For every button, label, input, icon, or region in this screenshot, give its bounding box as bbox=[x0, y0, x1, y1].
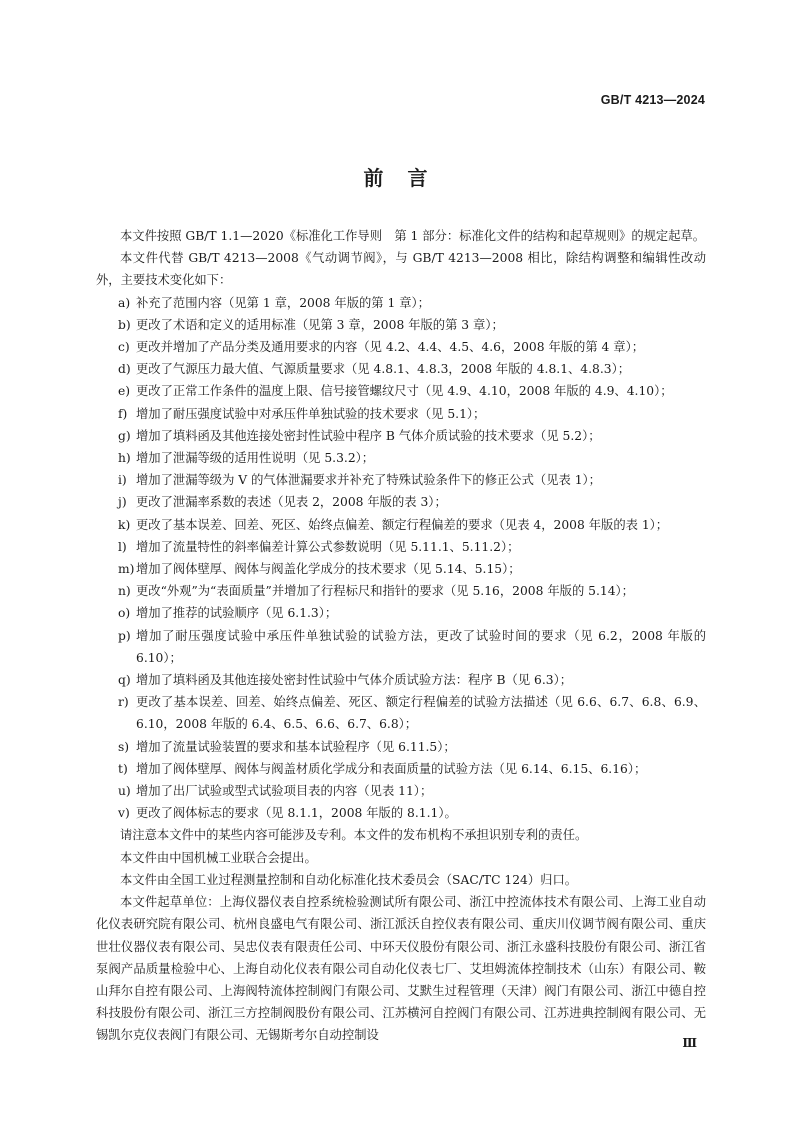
list-item bbox=[96, 602, 706, 624]
list-item-text: 更改了气源压力最大值、气源质量要求（见 4.8.1、4.8.3，2008 年版的 4.8.1、4.8.3）； bbox=[136, 362, 631, 377]
list-item-label: s) bbox=[118, 739, 130, 754]
list-item-text: 增加了泄漏等级的适用性说明（见 5.3.2）； bbox=[136, 451, 375, 466]
list-item bbox=[96, 491, 706, 513]
list-item-label: h) bbox=[118, 451, 131, 466]
list-item bbox=[96, 691, 706, 735]
list-item-text: 增加了耐压强度试验中承压件单独试验的试验方法，更改了试验时间的要求（见 6.2，2008 年版的 6.10）； bbox=[136, 628, 706, 665]
list-item-label: f) bbox=[118, 406, 128, 421]
list-item bbox=[96, 625, 706, 669]
list-item bbox=[96, 669, 706, 691]
list-item-label: u) bbox=[118, 784, 131, 799]
list-item-label: j) bbox=[118, 495, 127, 510]
document-body bbox=[96, 225, 706, 1047]
list-item-text: 增加了填料函及其他连接处密封性试验中程序 B 气体介质试验的技术要求（见 5.2）； bbox=[136, 428, 601, 443]
list-item-label: t) bbox=[118, 761, 128, 776]
list-item-text: 增加了阀体壁厚、阀体与阀盖化学成分的技术要求（见 5.14、5.15）； bbox=[136, 562, 521, 577]
list-item bbox=[96, 336, 706, 358]
list-item bbox=[96, 314, 706, 336]
list-item-label: c) bbox=[118, 340, 130, 355]
list-item bbox=[96, 536, 706, 558]
list-item-text: 补充了范围内容（见第 1 章，2008 年版的第 1 章）； bbox=[136, 295, 430, 310]
list-item-label: g) bbox=[118, 428, 131, 443]
list-item bbox=[96, 292, 706, 314]
list-item-text: 增加了阀体壁厚、阀体与阀盖材质化学成分和表面质量的试验方法（见 6.14、6.15、6.16）； bbox=[136, 761, 647, 776]
list-item-text: 更改“外观”为“表面质量”并增加了行程标尺和指针的要求（见 5.16，2008 年版的 5.14）； bbox=[136, 584, 634, 599]
list-item-text: 更改并增加了产品分类及通用要求的内容（见 4.2、4.4、4.5、4.6，2008 年版的第 4 章）； bbox=[136, 340, 645, 355]
list-item bbox=[96, 447, 706, 469]
list-item-label: q) bbox=[118, 673, 131, 688]
standard-code: GB/T 4213—2024 bbox=[600, 93, 705, 107]
list-item bbox=[96, 736, 706, 758]
list-item-text: 增加了填料函及其他连接处密封性试验中气体介质试验方法：程序 B（见 6.3）； bbox=[136, 673, 573, 688]
list-item-label: o) bbox=[118, 606, 131, 621]
page-title: 前 言 bbox=[363, 166, 430, 190]
list-item bbox=[96, 514, 706, 536]
proposer-statement: 本文件由中国机械工业联合会提出。 bbox=[120, 850, 317, 865]
list-item-text: 更改了正常工作条件的温度上限、信号接管螺纹尺寸（见 4.9、4.10，2008 年版的 4.9、4.10）； bbox=[136, 384, 673, 399]
list-item-label: k) bbox=[118, 517, 131, 532]
list-item-label: v) bbox=[118, 806, 130, 821]
intro-paragraph-2: 本文件代替 GB/T 4213—2008《气动调节阀》，与 GB/T 4213—2008 相比，除结构调整和编辑性改动外，主要技术变化如下： bbox=[96, 251, 706, 288]
list-item-label: i) bbox=[118, 473, 127, 488]
page-number: Ⅲ bbox=[682, 1036, 697, 1050]
list-item bbox=[96, 358, 706, 380]
technical-changes-list bbox=[96, 292, 706, 825]
list-item-text: 增加了泄漏等级为 V 的气体泄漏要求并补充了特殊试验条件下的修正公式（见表 1）； bbox=[136, 473, 601, 488]
list-item-text: 更改了基本误差、回差、始终点偏差、死区、额定行程偏差的试验方法描述（见 6.6、6.7、6.8、6.9、6.10，2008 年版的 6.4、6.5、6.6、6.7、6.8）； bbox=[136, 695, 706, 732]
list-item-label: n) bbox=[118, 584, 131, 599]
list-item bbox=[96, 558, 706, 580]
list-item-label: e) bbox=[118, 384, 131, 399]
list-item bbox=[96, 580, 706, 602]
list-item-text: 更改了术语和定义的适用标准（见第 3 章，2008 年版的第 3 章）； bbox=[136, 317, 504, 332]
list-item-text: 增加了出厂试验或型式试验项目表的内容（见表 11）； bbox=[136, 784, 433, 799]
list-item-text: 增加了流量特性的斜率偏差计算公式参数说明（见 5.11.1、5.11.2）； bbox=[136, 539, 520, 554]
list-item-label: l) bbox=[118, 539, 127, 554]
list-item-text: 增加了耐压强度试验中对承压件单独试验的技术要求（见 5.1）； bbox=[136, 406, 486, 421]
list-item-text: 增加了推荐的试验顺序（见 6.1.3）； bbox=[136, 606, 338, 621]
list-item-text: 增加了流量试验装置的要求和基本试验程序（见 6.11.5）； bbox=[136, 739, 456, 754]
list-item-label: d) bbox=[118, 362, 131, 377]
intro-paragraph-1: 本文件按照 GB/T 1.1—2020《标准化工作导则 第 1 部分：标准化文件的结构和起草规则》的规定起草。 bbox=[120, 229, 706, 243]
list-item-label: p) bbox=[118, 628, 131, 643]
list-item-text: 更改了阀体标志的要求（见 8.1.1，2008 年版的 8.1.1）。 bbox=[136, 806, 457, 821]
list-item-label: b) bbox=[118, 317, 131, 332]
list-item bbox=[96, 403, 706, 425]
drafting-organizations: 本文件起草单位：上海仪器仪表自控系统检验测试所有限公司、浙江中控流体技术有限公司、上海工业自动化仪表研究院有限公司、杭州良盛电气有限公司、浙江派沃自控仪表有限公司、重庆川仪调节阀有限公司、重庆世壮仪器仪表有限公司、吴忠仪表有限责任公司、中环天仪股份有限公司、浙江永盛科技股份有限公司、浙江省泵阀产品质量检验中心、上海自动化仪表有限公司自动化仪表七厂、艾坦姆流体控制技术（山东）有限公司、鞍山拜尔自控有限公司、上海阀特流体控制阀门有限公司、艾默生过程管理（天津）阀门有限公司、浙江中德自控科技股份有限公司、浙江三方控制阀股份有限公司、江苏横河自控阀门有限公司、江苏进典控制阀有限公司、无锡凯尔克仪表阀门有限公司、无锡斯考尔自动控制设 bbox=[96, 895, 706, 1043]
list-item-text: 更改了泄漏率系数的表述（见表 2，2008 年版的表 3）； bbox=[136, 495, 447, 510]
list-item-label: r) bbox=[118, 695, 129, 710]
list-item bbox=[96, 758, 706, 780]
list-item bbox=[96, 469, 706, 491]
list-item-text: 更改了基本误差、回差、死区、始终点偏差、额定行程偏差的要求（见表 4，2008 年版的表 1）； bbox=[136, 517, 669, 532]
list-item-label: m) bbox=[118, 562, 135, 577]
patent-notice: 请注意本文件中的某些内容可能涉及专利。本文件的发布机构不承担识别专利的责任。 bbox=[120, 828, 588, 843]
committee-statement: 本文件由全国工业过程测量控制和自动化标准化技术委员会（SAC/TC 124）归口。 bbox=[120, 872, 578, 887]
list-item-label: a) bbox=[118, 295, 131, 310]
list-item bbox=[96, 802, 706, 824]
list-item bbox=[96, 780, 706, 802]
list-item bbox=[96, 380, 706, 402]
list-item bbox=[96, 425, 706, 447]
